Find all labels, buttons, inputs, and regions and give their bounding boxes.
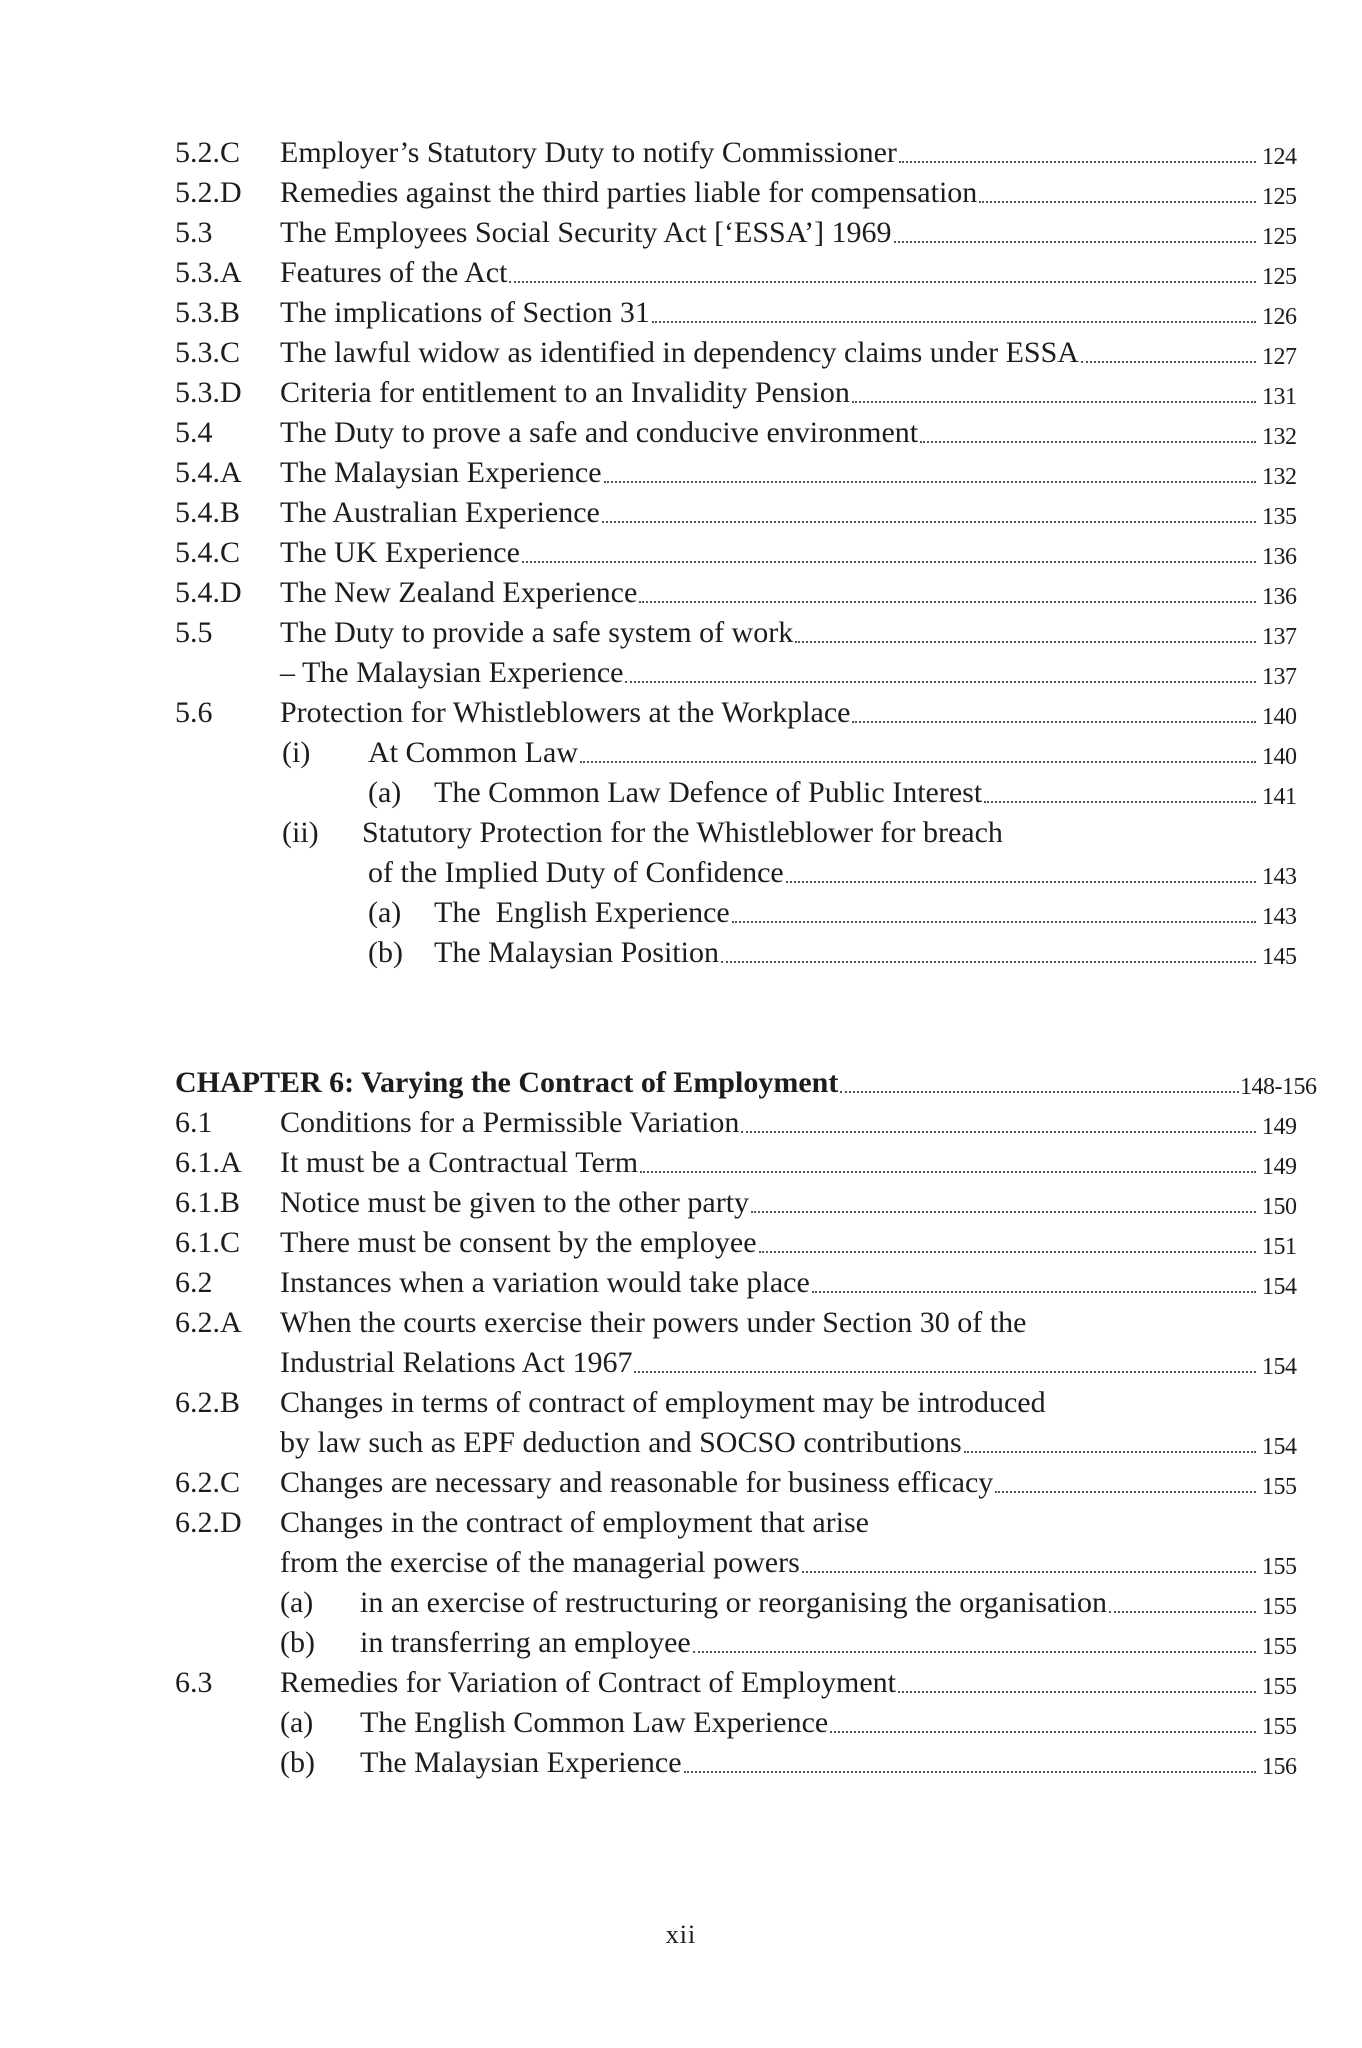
toc-entry: [0, 413, 1362, 453]
toc-entry: [0, 333, 1362, 373]
dot-leader: [652, 320, 1256, 323]
entry-line: [280, 333, 1262, 373]
dot-leader: [898, 1690, 1256, 1693]
toc-entry: [0, 533, 1362, 573]
entry-line: [280, 1543, 1262, 1583]
toc-entry: [0, 1263, 1362, 1303]
toc-entry: [0, 853, 1362, 893]
entry-title: The New Zealand Experience: [280, 576, 638, 609]
toc-entry: [0, 373, 1362, 413]
dot-leader: [920, 440, 1256, 443]
entry-line: [280, 1303, 1262, 1343]
entry-page: 154: [1262, 1354, 1297, 1380]
entry-marker: (a): [280, 1586, 314, 1619]
toc-entry: [0, 493, 1362, 533]
entry-line: [280, 173, 1262, 213]
toc-entry: [0, 1743, 1362, 1783]
toc-entry: [0, 1143, 1362, 1183]
entry-title: Changes in terms of contract of employment may be introduced: [280, 1386, 1046, 1419]
toc-entry: [0, 1303, 1362, 1343]
entry-number: 5.3.D: [175, 376, 242, 409]
dot-leader: [852, 400, 1256, 403]
entry-line: [360, 1743, 1262, 1783]
dot-leader: [640, 1170, 1256, 1173]
toc-entry: [0, 1623, 1362, 1663]
entry-number: 6.2.C: [175, 1466, 241, 1499]
entry-title: by law such as EPF deduction and SOCSO contributions: [280, 1426, 962, 1459]
entry-number: 5.4.D: [175, 576, 242, 609]
entry-title: Employer’s Statutory Duty to notify Commissioner: [280, 136, 897, 169]
chapter-line: [175, 1063, 1245, 1103]
toc-entry: [0, 1543, 1362, 1583]
entry-line: [280, 453, 1262, 493]
entry-line: [280, 293, 1262, 333]
entry-line: [434, 773, 1262, 813]
chapter-heading: [0, 1063, 1362, 1103]
dot-leader: [732, 920, 1256, 923]
entry-page: 156: [1262, 1754, 1297, 1780]
entry-page: 125: [1262, 264, 1297, 290]
dot-leader: [984, 800, 1256, 803]
entry-page: 143: [1262, 904, 1297, 930]
entry-page: 126: [1262, 304, 1297, 330]
dot-leader: [899, 160, 1256, 163]
dot-leader: [604, 480, 1256, 483]
entry-line: [434, 893, 1262, 933]
entry-number: 5.2.D: [175, 176, 242, 209]
dot-leader: [580, 760, 1256, 763]
entry-number: 6.3: [175, 1666, 213, 1699]
toc-entry: [0, 213, 1362, 253]
entry-number: 6.2.B: [175, 1386, 241, 1419]
entry-line: [280, 1423, 1262, 1463]
entry-number: 6.2.D: [175, 1506, 242, 1539]
entry-page: 155: [1262, 1634, 1297, 1660]
entry-page: 151: [1262, 1234, 1297, 1260]
toc-entry: [0, 693, 1362, 733]
entry-title: Instances when a variation would take place: [280, 1266, 810, 1299]
dot-leader: [721, 960, 1256, 963]
dot-leader: [830, 1730, 1256, 1733]
entry-title: The Duty to prove a safe and conducive environment: [280, 416, 919, 449]
dot-leader: [795, 640, 1256, 643]
entry-title: The English Common Law Experience: [360, 1706, 829, 1739]
entry-number: 5.6: [175, 696, 213, 729]
toc-entry: [0, 1223, 1362, 1263]
entry-line: [280, 1383, 1262, 1423]
entry-line: [280, 1143, 1262, 1183]
toc-entry: [0, 653, 1362, 693]
entry-title: The English Experience: [434, 896, 730, 929]
chapter-title: CHAPTER 6: Varying the Contract of Employment: [175, 1066, 839, 1099]
dot-leader: [522, 560, 1256, 563]
entry-page: 131: [1262, 384, 1297, 410]
toc-entry: [0, 1703, 1362, 1743]
entry-page: 154: [1262, 1434, 1297, 1460]
entry-number: 5.3.C: [175, 336, 241, 369]
dot-leader: [639, 600, 1256, 603]
toc-entry: [0, 893, 1362, 933]
entry-title: The Employees Social Security Act [‘ESSA’] 1969: [280, 216, 892, 249]
dot-leader: [979, 200, 1256, 203]
entry-page: 127: [1262, 344, 1297, 370]
dot-leader: [602, 520, 1256, 523]
entry-line: [280, 1263, 1262, 1303]
entry-title: – The Malaysian Experience: [280, 656, 624, 689]
dot-leader: [634, 1370, 1256, 1373]
toc-entry: [0, 813, 1362, 853]
entry-line: [368, 853, 1262, 893]
entry-title: The lawful widow as identified in dependency claims under ESSA: [280, 336, 1079, 369]
entry-page: 125: [1262, 184, 1297, 210]
toc-entry: [0, 1103, 1362, 1143]
entry-page: 155: [1262, 1714, 1297, 1740]
entry-number: 5.4: [175, 416, 213, 449]
entry-title: in an exercise of restructuring or reorganising the organisation: [360, 1586, 1107, 1619]
entry-title: Features of the Act: [280, 256, 508, 289]
dot-leader: [684, 1770, 1256, 1773]
entry-page: 141: [1262, 784, 1297, 810]
entry-title: Industrial Relations Act 1967: [280, 1346, 633, 1379]
entry-page: 135: [1262, 504, 1297, 530]
entry-title: Criteria for entitlement to an Invalidity Pension: [280, 376, 850, 409]
entry-page: 124: [1262, 144, 1297, 170]
entry-line: [360, 1703, 1262, 1743]
entry-page: 125: [1262, 224, 1297, 250]
entry-title: from the exercise of the managerial powers: [280, 1546, 800, 1579]
entry-line: [280, 1223, 1262, 1263]
toc-entry: [0, 613, 1362, 653]
entry-page: 150: [1262, 1194, 1297, 1220]
entry-line: [280, 653, 1262, 693]
entry-title: Changes in the contract of employment that arise: [280, 1506, 869, 1539]
entry-title: of the Implied Duty of Confidence: [368, 856, 784, 889]
entry-page: 155: [1262, 1554, 1297, 1580]
entry-page: 149: [1262, 1154, 1297, 1180]
entry-title: The Duty to provide a safe system of work: [280, 616, 794, 649]
toc-entry: [0, 1183, 1362, 1223]
toc-entry: [0, 1663, 1362, 1703]
entry-number: 5.4.A: [175, 456, 242, 489]
entry-marker: (a): [368, 776, 402, 809]
entry-title: At Common Law: [368, 736, 578, 769]
toc-entry: [0, 293, 1362, 333]
entry-title: Remedies against the third parties liable for compensation: [280, 176, 978, 209]
entry-title: The Malaysian Position: [434, 936, 719, 969]
entry-line: [280, 213, 1262, 253]
entry-line: [360, 1583, 1262, 1623]
toc-entry: [0, 453, 1362, 493]
entry-page: 137: [1262, 664, 1297, 690]
entry-line: [280, 253, 1262, 293]
entry-title: The Common Law Defence of Public Interest: [434, 776, 983, 809]
entry-line: [280, 613, 1262, 653]
toc-entry: [0, 933, 1362, 973]
entry-number: 5.3.B: [175, 296, 241, 329]
entry-line: [280, 493, 1262, 533]
entry-number: 5.4.B: [175, 496, 241, 529]
dot-leader: [751, 1210, 1256, 1213]
entry-marker: (i): [282, 736, 311, 769]
entry-line: [280, 1103, 1262, 1143]
entry-page: 132: [1262, 424, 1297, 450]
entry-number: 5.3: [175, 216, 213, 249]
entry-line: [280, 693, 1262, 733]
dot-leader: [509, 280, 1256, 283]
entry-page: 149: [1262, 1114, 1297, 1140]
entry-page: 155: [1262, 1474, 1297, 1500]
entry-title: When the courts exercise their powers under Section 30 of the: [280, 1306, 1027, 1339]
dot-leader: [894, 240, 1256, 243]
entry-number: 5.2.C: [175, 136, 241, 169]
entry-page: 154: [1262, 1274, 1297, 1300]
dot-leader: [812, 1290, 1256, 1293]
entry-line: [368, 733, 1262, 773]
entry-title: The implications of Section 31: [280, 296, 650, 329]
dot-leader: [693, 1650, 1256, 1653]
entry-marker: (ii): [282, 816, 319, 849]
dot-leader: [840, 1090, 1239, 1093]
entry-title: There must be consent by the employee: [280, 1226, 757, 1259]
toc-entry: [0, 733, 1362, 773]
dot-leader: [802, 1570, 1256, 1573]
entry-marker: (b): [280, 1626, 315, 1659]
entry-line: [280, 1343, 1262, 1383]
entry-number: 6.1.B: [175, 1186, 241, 1219]
entry-number: 5.4.C: [175, 536, 241, 569]
toc-entry: [0, 1343, 1362, 1383]
entry-line: [280, 573, 1262, 613]
entry-line: [280, 533, 1262, 573]
dot-leader: [995, 1490, 1256, 1493]
entry-number: 6.1: [175, 1106, 213, 1139]
toc-entry: [0, 1463, 1362, 1503]
toc-entry: [0, 1423, 1362, 1463]
toc-entry: [0, 773, 1362, 813]
toc-entry: [0, 1383, 1362, 1423]
entry-line: [280, 413, 1262, 453]
entry-line: [280, 1663, 1262, 1703]
entry-page: 137: [1262, 624, 1297, 650]
toc-entry: [0, 173, 1362, 213]
dot-leader: [786, 880, 1256, 883]
toc-entry: [0, 1503, 1362, 1543]
entry-page: 155: [1262, 1674, 1297, 1700]
entry-page: 132: [1262, 464, 1297, 490]
entry-page: 143: [1262, 864, 1297, 890]
entry-title: in transferring an employee: [360, 1626, 691, 1659]
entry-line: [360, 1623, 1262, 1663]
entry-title: Protection for Whistleblowers at the Workplace: [280, 696, 851, 729]
entry-number: 6.2: [175, 1266, 213, 1299]
entry-page: 155: [1262, 1594, 1297, 1620]
entry-title: Notice must be given to the other party: [280, 1186, 750, 1219]
entry-marker: (b): [280, 1746, 315, 1779]
entry-marker: (a): [280, 1706, 314, 1739]
entry-number: 5.5: [175, 616, 213, 649]
entry-page: 136: [1262, 544, 1297, 570]
dot-leader: [1081, 360, 1256, 363]
entry-line: [280, 1463, 1262, 1503]
entry-page: 136: [1262, 584, 1297, 610]
entry-line: [362, 813, 1262, 853]
entry-line: [280, 133, 1262, 173]
entry-line: [280, 1503, 1262, 1543]
entry-title: The UK Experience: [280, 536, 520, 569]
entry-line: [280, 373, 1262, 413]
entry-title: Changes are necessary and reasonable for business efficacy: [280, 1466, 994, 1499]
entry-number: 6.1.C: [175, 1226, 241, 1259]
entry-title: The Malaysian Experience: [280, 456, 602, 489]
toc-entry: [0, 1583, 1362, 1623]
toc-entry: [0, 133, 1362, 173]
entry-title: Remedies for Variation of Contract of Employment: [280, 1666, 896, 1699]
entry-title: Conditions for a Permissible Variation: [280, 1106, 740, 1139]
entry-marker: (a): [368, 896, 402, 929]
entry-line: [280, 1183, 1262, 1223]
entry-number: 5.3.A: [175, 256, 242, 289]
entry-page: 140: [1262, 704, 1297, 730]
entry-page: 140: [1262, 744, 1297, 770]
chapter-pages: 148-156: [1240, 1074, 1317, 1100]
footer-page-number: xii: [665, 1920, 697, 1949]
entry-marker: (b): [368, 936, 403, 969]
entry-title: It must be a Contractual Term: [280, 1146, 639, 1179]
dot-leader: [741, 1130, 1256, 1133]
entry-number: 6.2.A: [175, 1306, 242, 1339]
dot-leader: [852, 720, 1256, 723]
entry-page: 145: [1262, 944, 1297, 970]
entry-title: The Australian Experience: [280, 496, 600, 529]
dot-leader: [625, 680, 1256, 683]
toc-entry: [0, 573, 1362, 613]
toc-entry: [0, 253, 1362, 293]
entry-line: [434, 933, 1262, 973]
entry-title: The Malaysian Experience: [360, 1746, 682, 1779]
dot-leader: [964, 1450, 1256, 1453]
entry-title: Statutory Protection for the Whistleblower for breach: [362, 816, 1003, 849]
dot-leader: [759, 1250, 1256, 1253]
dot-leader: [1109, 1610, 1256, 1613]
entry-number: 6.1.A: [175, 1146, 242, 1179]
